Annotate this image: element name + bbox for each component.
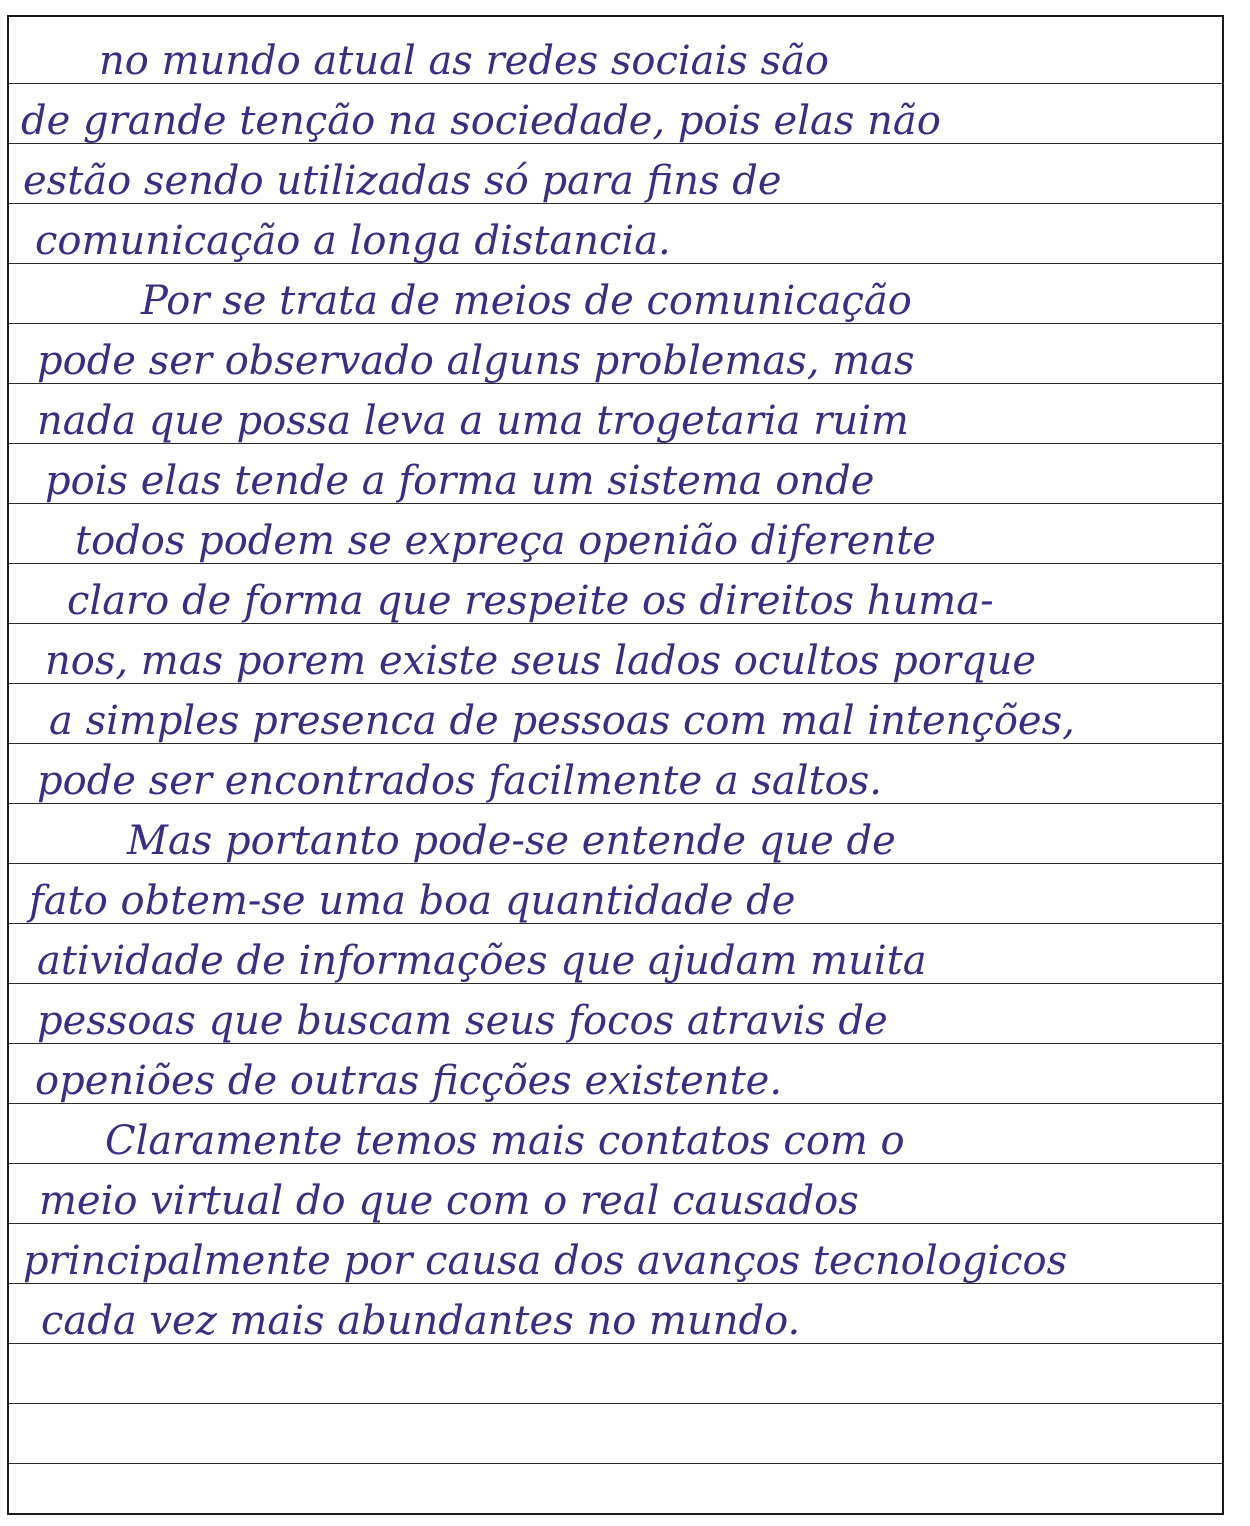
handwritten-line (9, 638, 1222, 684)
handwritten-text: nada que possa leva a uma trogetaria ruim (37, 398, 909, 444)
handwritten-line (9, 1178, 1222, 1224)
handwritten-line (9, 38, 1222, 84)
handwritten-line (9, 1298, 1222, 1344)
handwritten-line (9, 218, 1222, 264)
handwritten-text: de grande tenção na sociedade, pois elas não (21, 98, 941, 144)
handwritten-line (9, 878, 1222, 924)
handwritten-text: atividade de informações que ajudam muita (37, 938, 927, 984)
handwritten-text: todos podem se expreça openião diferente (75, 518, 936, 564)
handwritten-line (9, 398, 1222, 444)
handwritten-text: fato obtem-se uma boa quantidade de (29, 878, 796, 924)
handwritten-line (9, 1238, 1222, 1284)
ruled-line (9, 1463, 1222, 1464)
handwritten-line (9, 818, 1222, 864)
handwritten-line (9, 98, 1222, 144)
handwritten-text: pois elas tende a forma um sistema onde (45, 458, 875, 504)
handwritten-text: Mas portanto pode-se entende que de (127, 818, 896, 864)
handwritten-text: cada vez mais abundantes no mundo. (41, 1298, 801, 1344)
handwritten-line (9, 1118, 1222, 1164)
handwritten-text: pode ser observado alguns problemas, mas (37, 338, 915, 384)
handwritten-text: estão sendo utilizadas só para fins de (23, 158, 782, 204)
handwritten-text: no mundo atual as redes sociais são (99, 38, 829, 84)
handwritten-line (9, 698, 1222, 744)
handwritten-text: pessoas que buscam seus focos atravis de (37, 998, 888, 1044)
handwritten-text: openiões de outras ficções existente. (35, 1058, 783, 1104)
handwritten-text: meio virtual do que com o real causados (39, 1178, 859, 1224)
handwritten-text: principalmente por causa dos avanços tecnologicos (23, 1238, 1068, 1284)
handwritten-line (9, 578, 1222, 624)
ruled-line (9, 1403, 1222, 1404)
handwritten-line (9, 338, 1222, 384)
handwritten-line (9, 998, 1222, 1044)
handwritten-line (9, 278, 1222, 324)
handwritten-text: claro de forma que respeite os direitos huma- (67, 578, 994, 624)
handwritten-line (9, 758, 1222, 804)
lined-answer-sheet (7, 15, 1224, 1515)
handwritten-text: pode ser encontrados facilmente a saltos. (37, 758, 882, 804)
handwritten-line (9, 1058, 1222, 1104)
handwritten-text: a simples presenca de pessoas com mal intenções, (49, 698, 1075, 744)
handwritten-line (9, 458, 1222, 504)
handwritten-line (9, 158, 1222, 204)
handwritten-text: comunicação a longa distancia. (35, 218, 671, 264)
handwritten-text: nos, mas porem existe seus lados ocultos porque (45, 638, 1037, 684)
handwritten-text: Por se trata de meios de comunicação (141, 278, 912, 324)
handwritten-line (9, 938, 1222, 984)
handwritten-text: Claramente temos mais contatos com o (105, 1118, 905, 1164)
handwritten-line (9, 518, 1222, 564)
